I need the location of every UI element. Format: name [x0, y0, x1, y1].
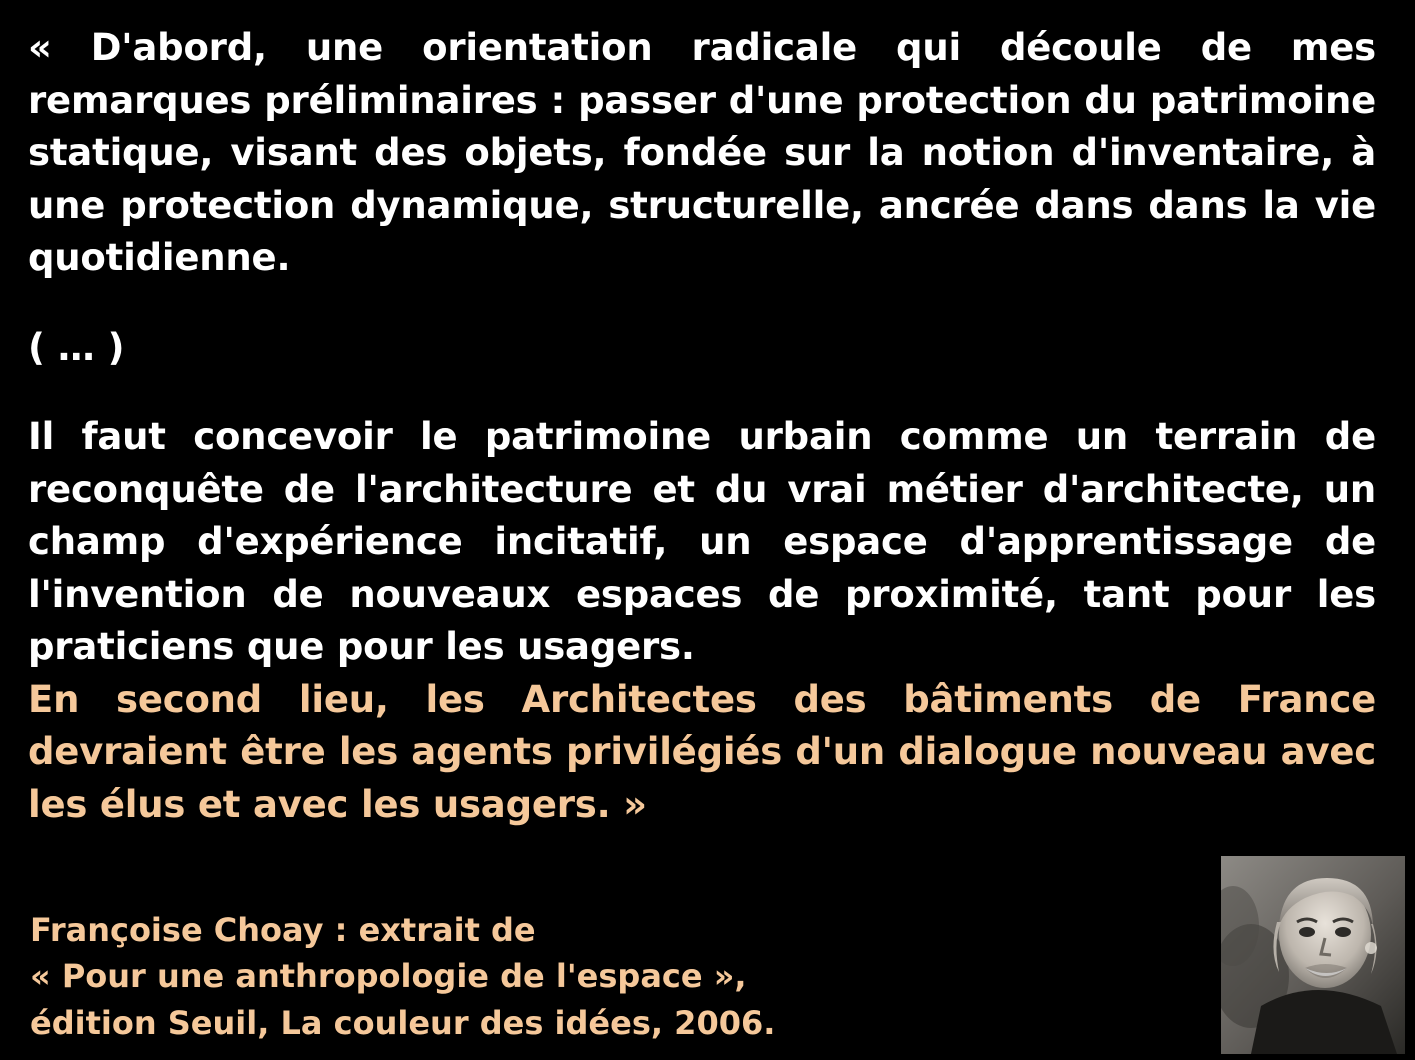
quote-paragraph-3: En second lieu, les Architectes des bâtiments de France devraient être les agents privilégiés d'un dialogue nouveau avec les élus et avec les usagers. »: [28, 677, 1376, 826]
quote-ellipsis: ( … ): [28, 325, 125, 369]
portrait-photo: [1221, 856, 1405, 1054]
quote-block: [28, 22, 1376, 831]
quote-paragraph-2: Il faut concevoir le patrimoine urbain comme un terrain de reconquête de l'architecture et du vrai métier d'architecte, un champ d'expérience incitatif, un espace d'apprentissage de l'invention de nouveaux espaces de proximité, tant pour les praticiens que pour les usagers.: [28, 415, 1376, 669]
quote-paragraph-1: « D'abord, une orientation radicale qui découle de mes remarques préliminaires : passer d'une protection du patrimoine statique, visant des objets, fondée sur la notion d'inventaire, à une protection dynamique, structurelle, ancrée dans dans la vie quotidienne.: [28, 26, 1376, 280]
credit-line-edition: édition Seuil, La couleur des idées, 2006.: [30, 1003, 776, 1042]
portrait-image-icon: [1221, 856, 1405, 1054]
credit-block: [30, 907, 1150, 1046]
credit-line-title: « Pour une anthropologie de l'espace »,: [30, 957, 747, 996]
credit-line-author: Françoise Choay : extrait de: [30, 910, 536, 949]
